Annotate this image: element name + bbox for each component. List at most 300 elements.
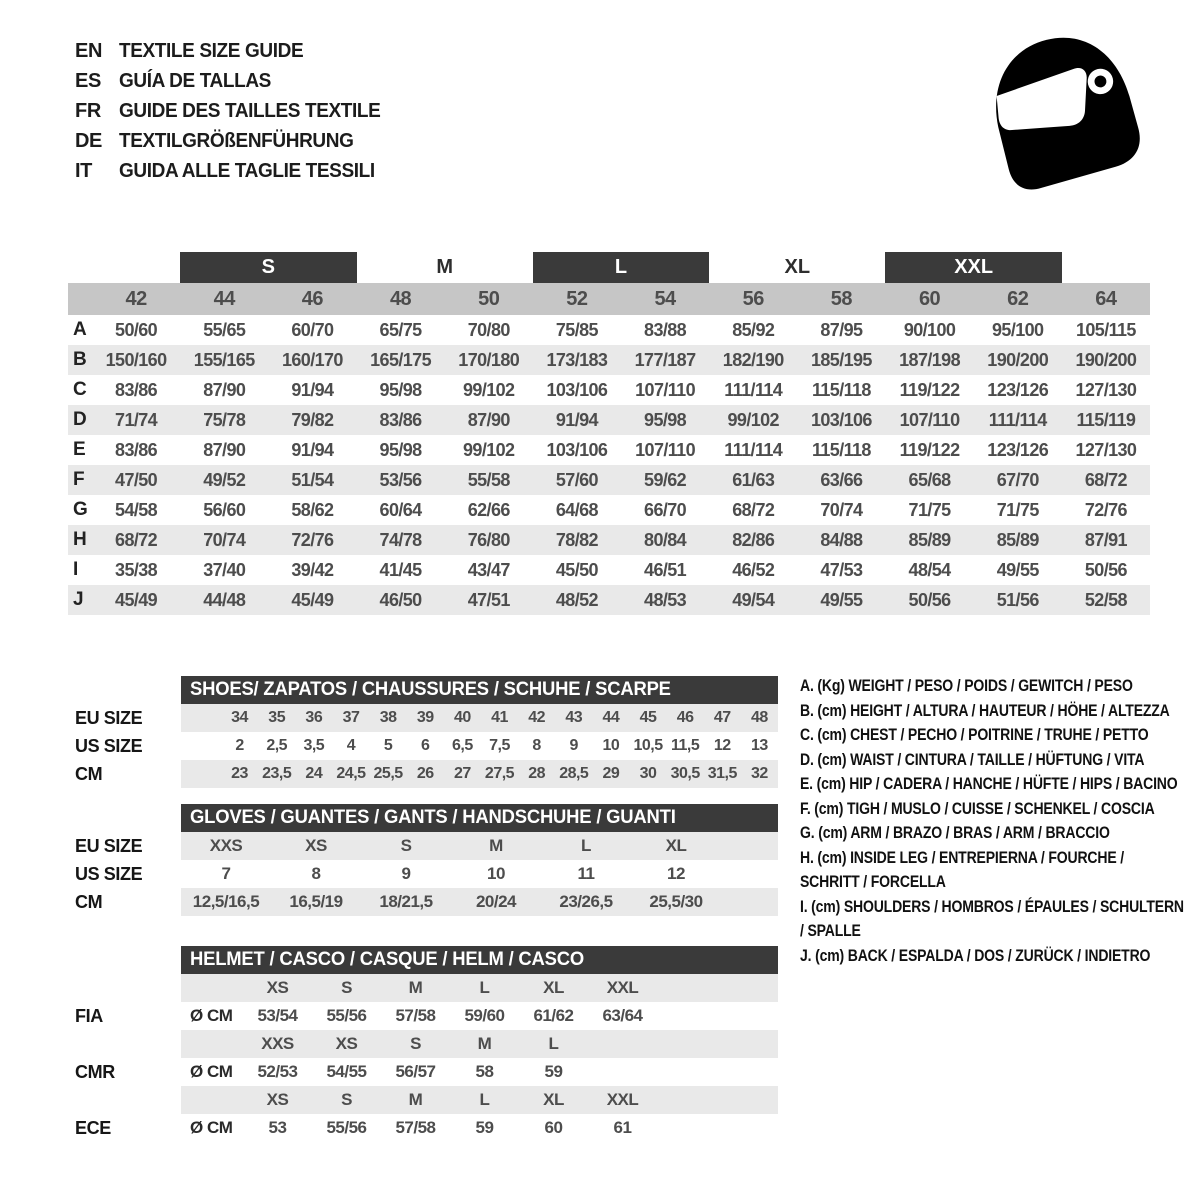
size-value-cell: 79/82 — [291, 409, 334, 430]
size-value-cell: 51/56 — [996, 589, 1039, 610]
size-value-cell: 70/74 — [820, 499, 863, 520]
size-value-cell: 111/114 — [724, 379, 783, 400]
language-label: GUIDE DES TAILLES TEXTILE — [119, 99, 381, 122]
gloves-rows — [68, 832, 778, 916]
size-header-cell: 44 — [213, 287, 235, 310]
size-value-cell: 48/54 — [908, 559, 951, 580]
size-value-cell: 48/52 — [555, 589, 598, 610]
size-group-header — [68, 252, 1150, 283]
language-label: TEXTILGRÖßENFÜHRUNG — [119, 129, 354, 152]
table-row — [68, 555, 1150, 585]
size-value-cell: 160/170 — [281, 349, 343, 370]
size-value-cell: 182/190 — [722, 349, 784, 370]
value-cell: 52/53 — [257, 1062, 298, 1081]
size-value-cell: 83/86 — [115, 439, 158, 460]
size-value-cell: 52/58 — [1084, 589, 1127, 610]
table-row — [68, 465, 1150, 495]
size-value-cell: 49/55 — [996, 559, 1039, 580]
spacer — [68, 804, 181, 832]
standard-label: ECE — [75, 1117, 111, 1138]
row-label: C — [73, 379, 87, 400]
size-value-cell: 115/118 — [811, 439, 871, 460]
unit-cell: Ø CM — [190, 1006, 233, 1025]
value-cell: 55/56 — [326, 1006, 367, 1025]
value-cell: 30 — [639, 765, 657, 782]
section-row — [68, 832, 778, 860]
value-cell: 4 — [346, 737, 356, 754]
value-cell: 12,5/16,5 — [192, 892, 260, 911]
helmet-title: HELMET / CASCO / CASQUE / HELM / CASCO — [190, 949, 585, 970]
size-value-cell: 75/85 — [555, 319, 598, 340]
value-cell: 48 — [751, 709, 768, 726]
helmet-size-cell: XS — [266, 978, 289, 997]
row-label: H — [73, 529, 87, 550]
value-cell: 8 — [532, 737, 541, 754]
gloves-title-bar — [181, 804, 778, 832]
size-value-cell: 83/86 — [379, 409, 422, 430]
size-value-cell: 47/53 — [820, 559, 863, 580]
size-value-cell: 185/195 — [810, 349, 872, 370]
language-item — [75, 36, 394, 66]
value-cell: 27 — [453, 765, 471, 782]
table-row — [68, 315, 1150, 345]
helmet-size-cell: L — [479, 978, 490, 997]
size-value-cell: 49/54 — [732, 589, 775, 610]
size-header-cell: 64 — [1095, 287, 1117, 310]
value-cell: 45 — [639, 709, 657, 726]
value-cell: 25,5 — [373, 765, 403, 782]
size-value-cell: 65/75 — [379, 319, 422, 340]
language-code: DE — [75, 129, 102, 152]
value-cell: 13 — [751, 737, 768, 754]
size-value-cell: 50/56 — [908, 589, 951, 610]
value-cell: 29 — [602, 765, 620, 782]
table-row — [68, 585, 1150, 615]
row-label: US SIZE — [75, 863, 143, 884]
helmet-section — [68, 946, 778, 1142]
size-value-cell: 99/102 — [727, 409, 779, 430]
size-value-cell: 55/65 — [203, 319, 246, 340]
row-label: EU SIZE — [75, 707, 143, 728]
helmet-value-row — [68, 1114, 778, 1142]
value-cell: 25,5/30 — [649, 892, 703, 911]
row-label: CM — [75, 891, 103, 912]
table-row — [68, 405, 1150, 435]
row-label: EU SIZE — [75, 835, 143, 856]
helmet-size-cell: S — [410, 1034, 421, 1053]
value-cell: 35 — [268, 709, 286, 726]
value-cell: 23/26,5 — [559, 892, 613, 911]
row-values — [181, 1058, 778, 1086]
value-cell: 59 — [544, 1062, 563, 1081]
size-value-cell: 51/54 — [291, 469, 334, 490]
size-value-cell: 71/74 — [115, 409, 158, 430]
size-value-cell: 70/74 — [203, 529, 246, 550]
helmet-size-cell: M — [408, 978, 423, 997]
size-value-cell: 39/42 — [291, 559, 334, 580]
value-cell: 53/54 — [257, 1006, 298, 1025]
size-value-cell: 65/68 — [908, 469, 951, 490]
value-cell: 42 — [528, 709, 546, 726]
size-value-cell: 127/130 — [1075, 379, 1137, 400]
size-value-cell: 45/50 — [555, 559, 598, 580]
value-cell: 61/62 — [533, 1006, 574, 1025]
value-cell: XS — [305, 836, 327, 855]
size-value-cell: 95/98 — [379, 379, 422, 400]
row-values — [181, 732, 778, 760]
size-value-cell: 105/115 — [1075, 319, 1136, 340]
size-value-cell: 59/62 — [644, 469, 687, 490]
size-value-cell: 50/60 — [115, 319, 158, 340]
size-value-cell: 84/88 — [820, 529, 863, 550]
size-value-cell: 80/84 — [644, 529, 687, 550]
helmet-size-cell: XS — [335, 1034, 358, 1053]
legend-entry: G. (cm) ARM / BRAZO / BRAS / ARM / BRACCIO — [800, 824, 1110, 842]
size-value-cell: 87/90 — [203, 379, 246, 400]
size-header-cell: 60 — [918, 287, 941, 310]
row-label: B — [73, 349, 87, 370]
row-label: A — [73, 319, 87, 340]
row-label: D — [73, 409, 87, 430]
size-value-cell: 91/94 — [291, 379, 334, 400]
size-value-cell: 41/45 — [379, 559, 422, 580]
size-value-cell: 55/58 — [467, 469, 510, 490]
size-value-cell: 60/64 — [379, 499, 422, 520]
value-cell: 10,5 — [633, 737, 663, 754]
helmet-size-cell: L — [479, 1090, 490, 1109]
size-value-cell: 49/52 — [203, 469, 246, 490]
size-value-cell: 190/200 — [987, 349, 1049, 370]
value-cell: L — [581, 836, 591, 855]
language-code: ES — [75, 69, 101, 92]
size-value-cell: 72/76 — [1084, 499, 1127, 520]
language-code: IT — [75, 159, 92, 182]
helmet-size-cell: M — [477, 1034, 492, 1053]
value-cell: 43 — [565, 709, 583, 726]
standard-label: FIA — [75, 1005, 103, 1026]
value-cell: 16,5/19 — [289, 892, 343, 911]
helmet-size-cell: S — [341, 978, 352, 997]
value-cell: M — [489, 836, 503, 855]
legend-entry: J. (cm) BACK / ESPALDA / DOS / ZURÜCK / INDIETRO — [800, 946, 1151, 965]
size-value-cell: 87/91 — [1084, 529, 1127, 550]
helmet-size-cell: XXL — [606, 1090, 639, 1109]
size-header-cell: 62 — [1007, 287, 1029, 310]
legend-entry: C. (cm) CHEST / PECHO / POITRINE / TRUHE / PETTO — [800, 726, 1149, 744]
helmet-title-bar — [181, 946, 778, 974]
section-row — [68, 888, 778, 916]
size-value-cell: 35/38 — [115, 559, 158, 580]
value-cell: 61 — [613, 1118, 632, 1137]
value-cell: 20/24 — [475, 892, 517, 911]
helmet-sizes-row — [68, 1030, 778, 1058]
value-cell: 8 — [311, 864, 321, 883]
size-value-cell: 66/70 — [644, 499, 687, 520]
row-label: F — [73, 469, 85, 490]
shoes-rows — [68, 704, 778, 788]
table-row — [68, 525, 1150, 555]
value-cell: 23,5 — [262, 765, 292, 782]
value-cell: 32 — [751, 765, 768, 782]
size-value-cell: 90/100 — [903, 319, 956, 340]
row-values — [181, 1114, 778, 1142]
size-value-cell: 123/126 — [987, 439, 1049, 460]
table-row — [68, 345, 1150, 375]
value-cell: 57/58 — [395, 1118, 436, 1137]
size-value-cell: 170/180 — [458, 349, 520, 370]
gloves-title-row — [68, 804, 778, 832]
helmet-size-cell: L — [548, 1034, 559, 1053]
value-cell: 6,5 — [451, 737, 473, 754]
size-value-cell: 47/51 — [467, 589, 510, 610]
value-cell: 37 — [342, 709, 360, 726]
row-values — [181, 704, 778, 732]
racing-helmet-icon — [975, 28, 1151, 206]
value-cell: 7 — [221, 864, 231, 883]
row-values — [181, 888, 778, 916]
size-value-cell: 75/78 — [203, 409, 246, 430]
size-value-cell: 107/110 — [635, 439, 695, 460]
size-value-cell: 63/66 — [820, 469, 863, 490]
size-value-cell: 115/118 — [811, 379, 871, 400]
table-row — [68, 435, 1150, 465]
size-value-cell: 78/82 — [555, 529, 598, 550]
size-group-m: M — [436, 256, 453, 278]
size-header-cell: 58 — [830, 287, 853, 310]
value-cell: 34 — [231, 709, 248, 726]
section-row — [68, 704, 778, 732]
value-cell: S — [400, 836, 412, 855]
unit-cell: Ø CM — [190, 1062, 233, 1081]
row-values — [181, 1086, 778, 1114]
row-values — [181, 1002, 778, 1030]
size-value-cell: 123/126 — [987, 379, 1049, 400]
value-cell: 10 — [487, 864, 505, 883]
size-value-cell: 57/60 — [555, 469, 598, 490]
size-header-cell: 42 — [125, 287, 147, 310]
helmet-size-cell: XXL — [606, 978, 639, 997]
legend-entry: D. (cm) WAIST / CINTURA / TAILLE / HÜFTUNG / VITA — [800, 750, 1145, 769]
size-value-cell: 95/98 — [644, 409, 687, 430]
helmet-title-row — [68, 946, 778, 974]
shoes-title-bar — [181, 676, 778, 704]
size-number-header — [68, 283, 1150, 315]
value-cell: 2,5 — [266, 737, 288, 754]
size-value-cell: 87/95 — [820, 319, 863, 340]
helmet-size-cell: XS — [266, 1090, 289, 1109]
size-value-cell: 61/63 — [732, 469, 775, 490]
size-value-cell: 95/98 — [379, 439, 422, 460]
size-group-l: L — [533, 252, 709, 283]
size-header-cell: 50 — [478, 287, 500, 310]
helmet-size-cell: XL — [543, 1090, 564, 1109]
row-label: US SIZE — [75, 735, 143, 756]
value-cell: XL — [665, 836, 687, 855]
size-value-cell: 50/56 — [1084, 559, 1127, 580]
size-group-s: S — [180, 252, 356, 283]
value-cell: 11,5 — [671, 737, 700, 754]
value-cell: 5 — [383, 737, 393, 754]
size-value-cell: 103/106 — [546, 439, 608, 460]
size-group-xl: XL — [784, 256, 811, 278]
table-row — [68, 375, 1150, 405]
size-value-cell: 107/110 — [899, 409, 960, 430]
size-value-cell: 74/78 — [379, 529, 422, 550]
size-value-cell: 91/94 — [291, 439, 334, 460]
size-value-cell: 62/66 — [467, 499, 510, 520]
size-value-cell: 95/100 — [992, 319, 1044, 340]
size-value-cell: 60/70 — [291, 319, 334, 340]
row-label: G — [73, 499, 88, 520]
spacer — [68, 946, 181, 974]
size-value-cell: 115/119 — [1076, 409, 1136, 430]
value-cell: 24,5 — [336, 765, 366, 782]
size-value-cell: 82/86 — [732, 529, 775, 550]
measurement-legend — [800, 674, 1184, 968]
value-cell: 53 — [268, 1118, 287, 1137]
size-value-cell: 68/72 — [732, 499, 775, 520]
unit-cell: Ø CM — [190, 1118, 233, 1137]
size-header-cell: 54 — [654, 287, 676, 310]
value-cell: 24 — [305, 765, 323, 782]
value-cell: 39 — [416, 709, 434, 726]
size-value-cell: 67/70 — [996, 469, 1039, 490]
row-values — [181, 860, 778, 888]
row-label: E — [73, 439, 86, 460]
value-cell: 60 — [544, 1118, 563, 1137]
value-cell: 11 — [577, 864, 595, 883]
legend-entry: A. (Kg) WEIGHT / PESO / POIDS / GEWITCH / PESO — [800, 677, 1133, 695]
language-item — [75, 96, 394, 126]
value-cell: 58 — [475, 1062, 494, 1081]
value-cell: 54/55 — [326, 1062, 367, 1081]
value-cell: 41 — [491, 709, 508, 726]
value-cell: 46 — [676, 709, 694, 726]
value-cell: 27,5 — [484, 765, 515, 782]
size-value-cell: 46/52 — [732, 559, 775, 580]
section-row — [68, 732, 778, 760]
spacer — [68, 676, 181, 704]
size-table-body — [68, 315, 1150, 615]
size-header-cell: 46 — [301, 287, 324, 310]
value-cell: 44 — [602, 709, 620, 726]
size-value-cell: 99/102 — [463, 439, 515, 460]
gloves-title: GLOVES / GUANTES / GANTS / HANDSCHUHE / GUANTI — [190, 807, 676, 828]
size-value-cell: 46/51 — [644, 559, 687, 580]
size-value-cell: 119/122 — [899, 379, 960, 400]
row-values — [181, 760, 778, 788]
value-cell: 28,5 — [559, 765, 589, 782]
value-cell: 7,5 — [489, 737, 510, 754]
size-value-cell: 165/175 — [370, 349, 431, 370]
value-cell: 6 — [421, 737, 430, 754]
helmet-size-cell: XXS — [261, 1034, 294, 1053]
value-cell: 23 — [231, 765, 248, 782]
value-cell: 47 — [713, 709, 731, 726]
row-label: J — [73, 589, 84, 610]
size-value-cell: 45/49 — [291, 589, 334, 610]
value-cell: 18/21,5 — [379, 892, 433, 911]
size-value-cell: 49/55 — [820, 589, 863, 610]
legend-entry: H. (cm) INSIDE LEG / ENTREPIERNA / FOURCHE / SCHRITT / FORCELLA — [800, 848, 1124, 891]
value-cell: 38 — [379, 709, 397, 726]
size-value-cell: 155/165 — [193, 349, 255, 370]
size-value-cell: 68/72 — [115, 529, 158, 550]
language-label: GUÍA DE TALLAS — [119, 69, 271, 92]
size-value-cell: 72/76 — [291, 529, 334, 550]
language-code: FR — [75, 99, 101, 122]
size-value-cell: 76/80 — [467, 529, 510, 550]
size-value-cell: 54/58 — [115, 499, 158, 520]
language-code: EN — [75, 39, 102, 62]
size-value-cell: 91/94 — [555, 409, 598, 430]
value-cell: 57/58 — [395, 1006, 436, 1025]
language-item — [75, 126, 394, 156]
size-value-cell: 58/62 — [291, 499, 334, 520]
row-values — [181, 832, 778, 860]
size-value-cell: 45/49 — [115, 589, 158, 610]
size-value-cell: 111/114 — [988, 409, 1047, 430]
size-value-cell: 103/106 — [546, 379, 608, 400]
row-label: I — [73, 559, 79, 580]
size-value-cell: 187/198 — [899, 349, 960, 370]
size-header-cell: 52 — [566, 287, 588, 310]
helmet-size-cell: XL — [543, 978, 564, 997]
size-value-cell: 150/160 — [105, 349, 167, 370]
size-value-cell: 107/110 — [635, 379, 695, 400]
value-cell: 56/57 — [395, 1062, 436, 1081]
size-value-cell: 68/72 — [1084, 469, 1127, 490]
size-value-cell: 64/68 — [555, 499, 598, 520]
section-row — [68, 860, 778, 888]
value-cell: 30,5 — [670, 765, 700, 782]
spacer — [68, 1086, 181, 1114]
size-value-cell: 87/90 — [203, 439, 246, 460]
legend-entry: B. (cm) HEIGHT / ALTURA / HAUTEUR / HÖHE / ALTEZZA — [800, 701, 1170, 720]
standard-label: CMR — [75, 1061, 115, 1082]
spacer — [68, 1030, 181, 1058]
size-header-cell: 48 — [389, 287, 412, 310]
spacer — [68, 974, 181, 1002]
value-cell: 26 — [416, 765, 434, 782]
legend-entry: E. (cm) HIP / CADERA / HANCHE / HÜFTE / HIPS / BACINO — [800, 775, 1178, 793]
row-values — [181, 974, 778, 1002]
language-list — [75, 36, 394, 186]
helmet-size-cell: M — [408, 1090, 423, 1109]
helmet-value-row — [68, 1002, 778, 1030]
value-cell: 31,5 — [707, 765, 737, 782]
size-value-cell: 85/89 — [908, 529, 951, 550]
value-cell: 12 — [667, 864, 685, 883]
row-values — [181, 1030, 778, 1058]
section-row — [68, 760, 778, 788]
value-cell: 9 — [401, 864, 411, 883]
value-cell: 59 — [475, 1118, 494, 1137]
value-cell: 2 — [235, 737, 244, 754]
size-value-cell: 70/80 — [467, 319, 510, 340]
value-cell: 40 — [453, 709, 471, 726]
size-header-spacer — [68, 283, 92, 315]
size-value-cell: 47/50 — [115, 469, 158, 490]
size-value-cell: 43/47 — [467, 559, 510, 580]
legend-entry: F. (cm) TIGH / MUSLO / CUISSE / SCHENKEL / COSCIA — [800, 799, 1155, 818]
size-value-cell: 71/75 — [908, 499, 951, 520]
size-value-cell: 190/200 — [1075, 349, 1137, 370]
row-label: CM — [75, 763, 103, 784]
value-cell: 12 — [713, 737, 731, 754]
language-item — [75, 156, 394, 186]
value-cell: 28 — [528, 765, 546, 782]
